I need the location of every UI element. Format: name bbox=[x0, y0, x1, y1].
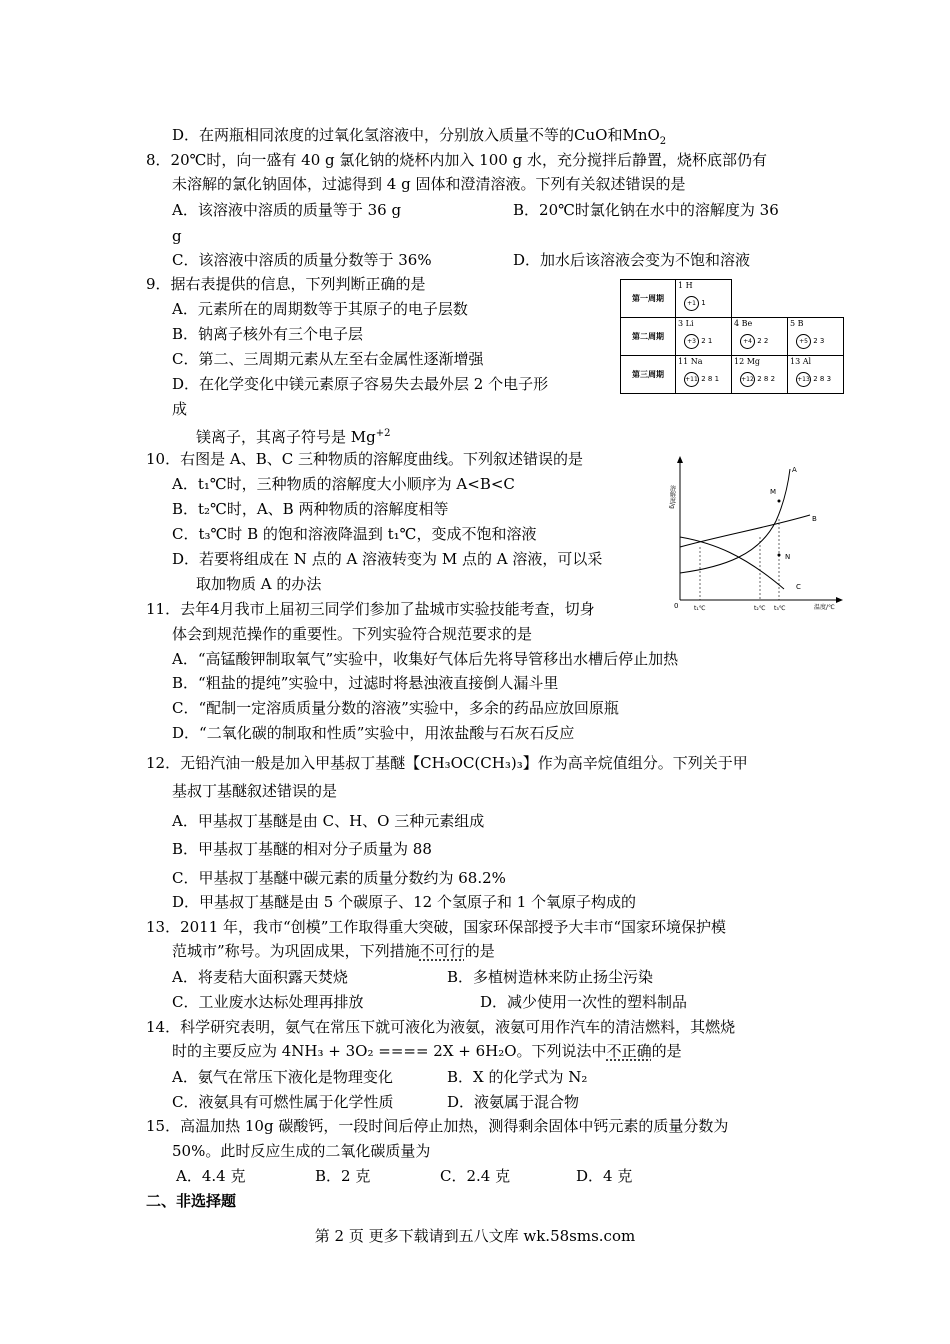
q15-option-b: B．2 克 bbox=[315, 1167, 371, 1185]
q12-option-a: A．甲基叔丁基醚是由 C、H、O 三种元素组成 bbox=[172, 812, 485, 830]
point-n-label: N bbox=[785, 553, 791, 561]
q8-option-a: A．该溶液中溶质的质量等于 36 g bbox=[172, 201, 402, 219]
section-2-heading: 二、非选择题 bbox=[146, 1192, 237, 1210]
q8-option-b-cont: g bbox=[172, 227, 182, 245]
q8-option-d: D．加水后该溶液会变为不饱和溶液 bbox=[513, 251, 751, 269]
q10-option-a: A．t₁℃时，三种物质的溶解度大小顺序为 A<B<C bbox=[172, 475, 515, 493]
q8-option-c: C．该溶液中溶质的质量分数等于 36% bbox=[172, 251, 432, 269]
element-al: 13 Al +13 2 8 3 bbox=[788, 356, 844, 394]
point-m-label: M bbox=[770, 488, 777, 496]
x-axis-label: 温度/℃ bbox=[814, 604, 835, 611]
q9-option-d-cont2: 镁离子，其离子符号是 $Mg^{+2}$ bbox=[196, 428, 391, 446]
q13-option-b: B．多植树造林来防止扬尘污染 bbox=[447, 968, 654, 986]
q13-option-a: A．将麦秸大面积露天焚烧 bbox=[172, 968, 348, 986]
curve-c-label: C bbox=[796, 583, 801, 591]
q9-option-b: B．钠离子核外有三个电子层 bbox=[172, 325, 364, 343]
q10-option-b: B．t₂℃时，A、B 两种物质的溶解度相等 bbox=[172, 500, 449, 518]
q15-option-d: D．4 克 bbox=[576, 1167, 633, 1185]
element-be: 4 Be +4 2 2 bbox=[732, 318, 788, 356]
curve-b bbox=[680, 515, 810, 547]
element-h: 1 H +1 1 bbox=[676, 280, 732, 318]
question-11-cont: 体会到规范操作的重要性。下列实验符合规范要求的是 bbox=[172, 625, 533, 643]
question-12: 12．无铅汽油一般是加入甲基叔丁基醚【CH₃OC(CH₃)₃】作为高辛烷值组分。下列关于甲 bbox=[146, 754, 748, 772]
t2-label: t₂℃ bbox=[754, 605, 766, 612]
curve-a-label: A bbox=[792, 466, 797, 474]
point-m bbox=[778, 500, 781, 503]
question-13: 13．2011 年，我市“创模”工作取得重大突破，国家环保部授予大丰市“国家环境保护模 bbox=[146, 918, 727, 936]
element-mg: 12 Mg +12 2 8 2 bbox=[732, 356, 788, 394]
period-1-header: 第一周期 bbox=[621, 280, 676, 318]
question-11: 11．去年4月我市上届初三同学们参加了盐城市实验技能考查，切身 bbox=[146, 600, 595, 618]
q9-option-a: A．元素所在的周期数等于其原子的电子层数 bbox=[172, 300, 468, 318]
q13-option-c: C．工业废水达标处理再排放 bbox=[172, 993, 364, 1011]
q15-option-c: C．2.4 克 bbox=[440, 1167, 511, 1185]
q10-option-d-cont: 取加物质 A 的办法 bbox=[196, 575, 322, 593]
q12-option-d: D．甲基叔丁基醚是由 5 个碳原子、12 个氢原子和 1 个氧原子构成的 bbox=[172, 893, 637, 911]
element-li: 3 Li +3 2 1 bbox=[676, 318, 732, 356]
question-12-cont: 基叔丁基醚叙述错误的是 bbox=[172, 782, 338, 800]
q14-option-d: D．液氨属于混合物 bbox=[447, 1093, 580, 1111]
page-footer: 第 2 页 更多下载请到五八文库 wk.58sms.com bbox=[314, 1227, 636, 1245]
question-10: 10．右图是 A、B、C 三种物质的溶解度曲线。下列叙述错误的是 bbox=[146, 450, 583, 468]
q11-option-d: D．“二氧化碳的制取和性质”实验中，用浓盐酸与石灰石反应 bbox=[172, 724, 575, 742]
element-b: 5 B +5 2 3 bbox=[788, 318, 844, 356]
q13-option-d: D．减少使用一次性的塑料制品 bbox=[480, 993, 688, 1011]
q11-option-c: C．“配制一定溶质质量分数的溶液”实验中，多余的药品应放回原瓶 bbox=[172, 699, 619, 717]
question-13-cont: 范城市”称号。为巩固成果，下列措施不可行的是 bbox=[172, 942, 495, 960]
curve-b-label: B bbox=[812, 515, 817, 523]
t3-label: t₃℃ bbox=[774, 605, 786, 612]
line-7d: D．在两瓶相同浓度的过氧化氢溶液中，分别放入质量不等的CuO和MnO$_2$ bbox=[172, 126, 667, 147]
y-axis-label: 溶解度/g bbox=[668, 485, 676, 509]
question-8: 8．20℃时，向一盛有 40 g 氯化钠的烧杯内加入 100 g 水，充分搅拌后静置，烧杯底部仍有 bbox=[146, 151, 767, 169]
period-2-header: 第二周期 bbox=[621, 318, 676, 356]
q10-option-d: D．若要将组成在 N 点的 A 溶液转变为 M 点的 A 溶液，可以采 bbox=[172, 550, 603, 568]
q12-option-b: B．甲基叔丁基醚的相对分子质量为 88 bbox=[172, 840, 432, 858]
solubility-curve-figure bbox=[664, 455, 844, 615]
q10-option-c: C．t₃℃时 B 的饱和溶液降温到 t₁℃，变成不饱和溶液 bbox=[172, 525, 537, 543]
curve-a bbox=[680, 469, 790, 573]
q12-option-c: C．甲基叔丁基醚中碳元素的质量分数约为 68.2% bbox=[172, 869, 506, 887]
question-14-cont: 时的主要反应为 4NH₃ + 3O₂ ==== 2X + 6H₂O。下列说法中不正确的是 bbox=[172, 1042, 682, 1060]
q14-option-a: A．氨气在常压下液化是物理变化 bbox=[172, 1068, 393, 1086]
q11-option-b: B．“粗盐的提纯”实验中，过滤时将悬浊液直接倒人漏斗里 bbox=[172, 674, 559, 692]
origin-label: 0 bbox=[674, 602, 679, 610]
x-axis-arrow bbox=[836, 597, 843, 603]
q14-option-b: B．X 的化学式为 N₂ bbox=[447, 1068, 588, 1086]
q9-option-d-cont: 成 bbox=[172, 400, 188, 418]
emphasis-incorrect: 不正确 bbox=[606, 1042, 652, 1060]
q14-option-c: C．液氨具有可燃性属于化学性质 bbox=[172, 1093, 394, 1111]
q9-option-c: C．第二、三周期元素从左至右金属性逐渐增强 bbox=[172, 350, 484, 368]
question-14: 14．科学研究表明，氨气在常压下就可液化为液氨，液氨可用作汽车的清洁燃料，其燃烧 bbox=[146, 1018, 736, 1036]
curve-c bbox=[680, 537, 784, 589]
q15-option-a: A．4.4 克 bbox=[176, 1167, 246, 1185]
y-axis-arrow bbox=[677, 456, 683, 463]
question-8-cont: 未溶解的氯化钠固体，过滤得到 4 g 固体和澄清溶液。下列有关叙述错误的是 bbox=[172, 175, 686, 193]
q9-option-d: D．在化学变化中镁元素原子容易失去最外层 2 个电子形 bbox=[172, 375, 549, 393]
element-na: 11 Na +11 2 8 1 bbox=[676, 356, 732, 394]
periodic-table-figure bbox=[620, 279, 844, 394]
q11-option-a: A．“高锰酸钾制取氧气”实验中，收集好气体后先将导管移出水槽后停止加热 bbox=[172, 650, 679, 668]
emphasis-not-feasible: 不可行 bbox=[419, 942, 465, 960]
q8-option-b: B．20℃时氯化钠在水中的溶解度为 36 bbox=[513, 201, 779, 219]
t1-label: t₁℃ bbox=[694, 605, 706, 612]
period-3-header: 第三周期 bbox=[621, 356, 676, 394]
question-9: 9．据右表提供的信息，下列判断正确的是 bbox=[146, 275, 426, 293]
point-n bbox=[778, 554, 781, 557]
question-15-cont: 50%。此时反应生成的二氧化碳质量为 bbox=[172, 1142, 431, 1160]
question-15: 15．高温加热 10g 碳酸钙，一段时间后停止加热，测得剩余固体中钙元素的质量分数为 bbox=[146, 1117, 729, 1135]
